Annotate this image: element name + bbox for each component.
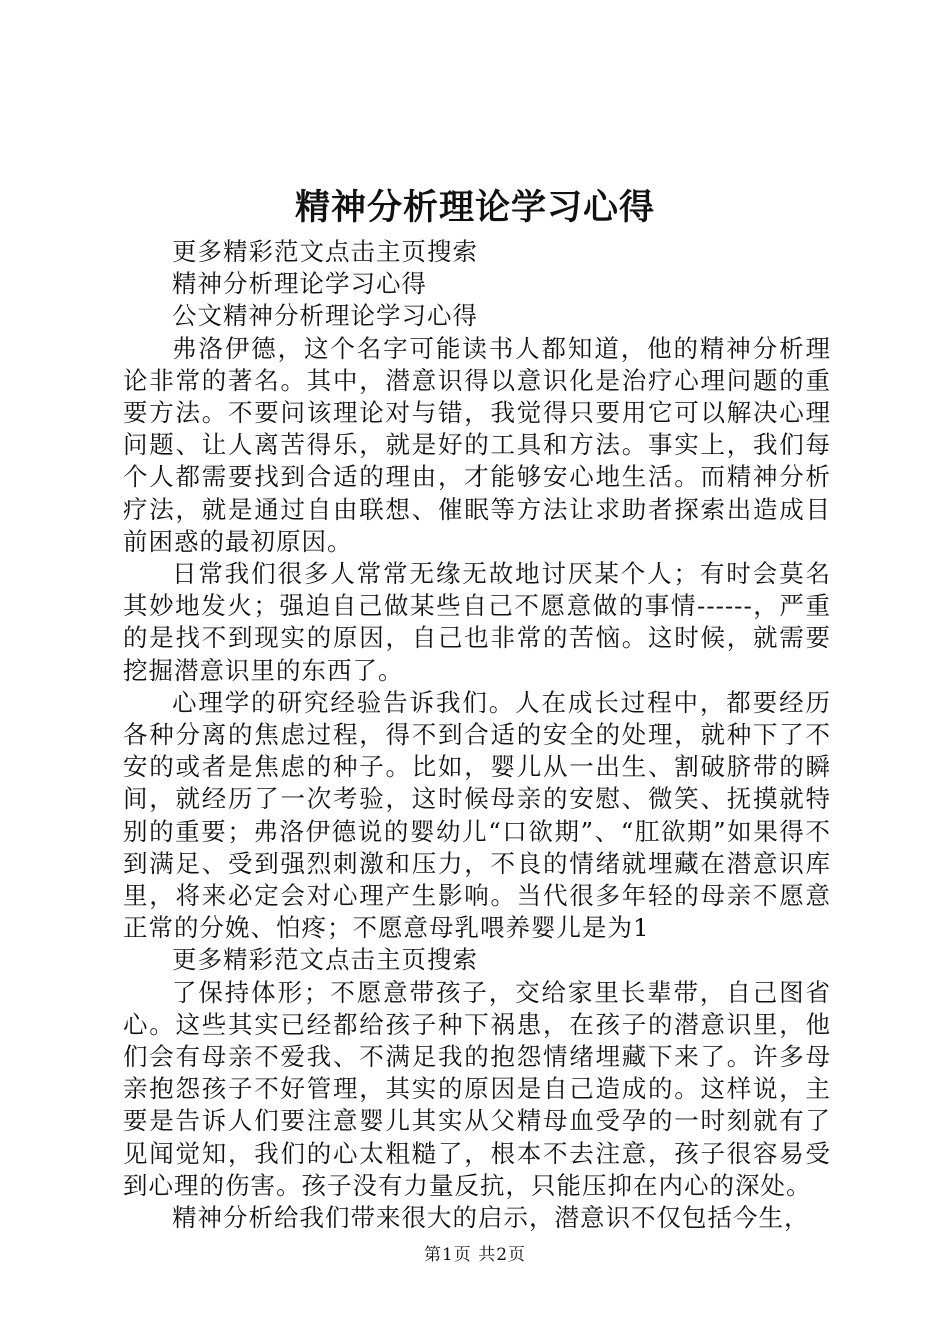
page-footer: 第1页 共2页 [423,1245,527,1265]
document-title: 精神分析理论学习心得 [294,187,655,228]
paragraph: 精神分析理论学习心得 [172,269,427,299]
paragraph: 心理学的研究经验告诉我们。人在成长过程中，都要经历各种分离的焦虑过程，得不到合适的安全的处理，就种下了不安的或者是焦虑的种子。比如，婴儿从一出生、割破脐带的瞬间，就经历了一次考验，这时候母亲的安慰、微笑、抚摸就特别的重要；弗洛伊德说的婴幼儿“口欲期”、“肛欲期”如果得不到满足、受到强烈刺激和压力，不良的情绪就埋藏在潜意识库里，将来必定会对心理产生影响。当代很多年轻的母亲不愿意正常的分娩、怕疼；不愿意母乳喂养婴儿是为1 [123,687,831,943]
paragraph: 日常我们很多人常常无缘无故地讨厌某个人；有时会莫名其妙地发火；强迫自己做某些自己不愿意做的事情------，严重的是找不到现实的原因，自己也非常的苦恼。这时候，就需要挖掘潜意识里的东西了。 [123,559,831,685]
paragraph: 弗洛伊德，这个名字可能读书人都知道，他的精神分析理论非常的著名。其中，潜意识得以意识化是治疗心理问题的重要方法。不要问该理论对与错，我觉得只要用它可以解决心理问题、让人离苦得乐，就是好的工具和方法。事实上，我们每个人都需要找到合适的理由，才能够安心地生活。而精神分析疗法，就是通过自由联想、催眠等方法让求助者探索出造成目前困惑的最初原因。 [123,333,831,556]
paragraph: 更多精彩范文点击主页搜索 [172,945,478,975]
paragraph: 公文精神分析理论学习心得 [172,301,478,331]
document-body [123,236,831,1234]
paragraph: 精神分析给我们带来很大的启示，潜意识不仅包括今生， [172,1203,810,1233]
paragraph: 了保持体形；不愿意带孩子，交给家里长辈带，自己图省心。这些其实已经都给孩子种下祸患，在孩子的潜意识里，他们会有母亲不爱我、不满足我的抱怨情绪埋藏下来了。许多母亲抱怨孩子不好管理，其实的原因是自己造成的。这样说，主要是告诉人们要注意婴儿其实从父精母血受孕的一时刻就有了见闻觉知，我们的心太粗糙了，根本不去注意，孩子很容易受到心理的伤害。孩子没有力量反抗，只能压抑在内心的深处。 [123,977,831,1200]
paragraph: 更多精彩范文点击主页搜索 [172,237,478,266]
